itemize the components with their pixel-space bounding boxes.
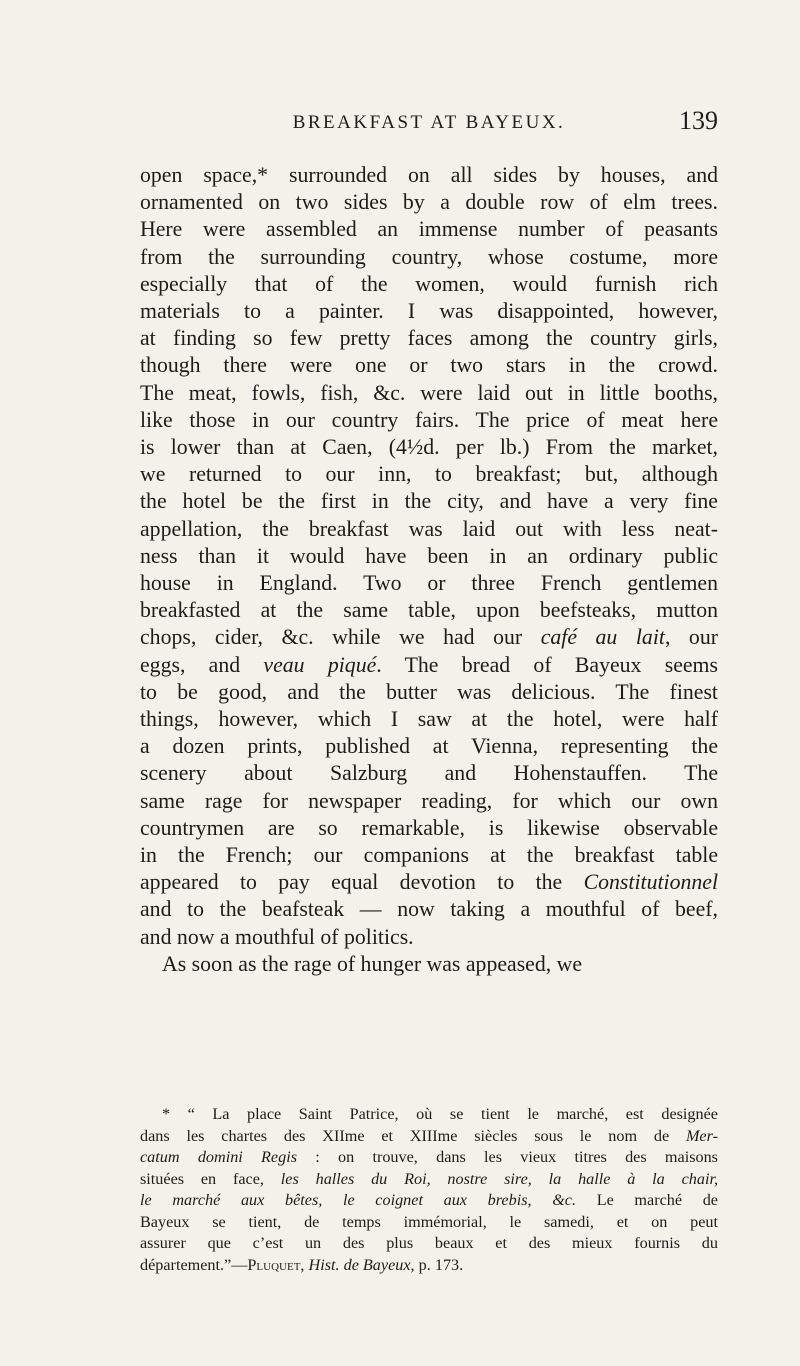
body-line: is lower than at Caen, (4½d. per lb.) From the market, (140, 435, 718, 460)
footnote-line: * “ La place Saint Patrice, où se tient le marché, est designée (162, 1105, 718, 1123)
body-line: in the French; our companions at the breakfast table (140, 843, 718, 868)
footnote-line: situées en face, les halles du Roi, nostre sire, la halle à la chair, (140, 1169, 719, 1188)
body-line: appeared to pay equal devotion to the Constitutionnel (140, 870, 718, 895)
body-line: ornamented on two sides by a double row of elm trees. (140, 190, 718, 215)
body-line: eggs, and veau piqué. The bread of Bayeux seems (140, 652, 718, 677)
body-line: countrymen are so remarkable, is likewise observable (140, 815, 718, 840)
body-line: breakfasted at the same table, upon beefsteaks, mutton (140, 598, 718, 623)
body-line: and to the beafsteak — now taking a mouthful of beef, (140, 897, 718, 922)
body-line: the hotel be the first in the city, and have a very fine (140, 489, 718, 514)
body-line: to be good, and the butter was delicious. The finest (140, 679, 718, 704)
body-line: materials to a painter. I was disappointed, however, (140, 299, 718, 324)
body-line: The meat, fowls, fish, &c. were laid out in little booths, (140, 380, 718, 405)
body-line: from the surrounding country, whose costume, more (140, 244, 718, 269)
body-line: same rage for newspaper reading, for which our own (140, 788, 718, 813)
body-line: things, however, which I saw at the hotel, were half (140, 707, 718, 732)
body-line: Here were assembled an immense number of peasants (140, 217, 718, 242)
body-line: appellation, the breakfast was laid out with less neat- (140, 516, 718, 541)
footnote-line: le marché aux bêtes, le coignet aux brebis, &c. Le marché de (140, 1191, 718, 1209)
body-line: like those in our country fairs. The price of meat here (140, 407, 718, 432)
footnote-line: assurer que c’est un des plus beaux et des mieux fournis du (140, 1234, 718, 1252)
body-line: at finding so few pretty faces among the country girls, (140, 326, 718, 351)
body-line: scenery about Salzburg and Hohenstauffen. The (140, 761, 718, 786)
body-text (140, 162, 718, 978)
body-line: we returned to our inn, to breakfast; but, although (140, 462, 718, 487)
running-title: BREAKFAST AT BAYEUX. (292, 112, 566, 133)
footnote-line: département.”—Pluquet, Hist. de Bayeux, p. 173. (140, 1255, 464, 1274)
body-line: As soon as the rage of hunger was appeased, we (162, 951, 583, 976)
body-line: open space,* surrounded on all sides by houses, and (140, 163, 718, 187)
body-line: and now a mouthful of politics. (140, 924, 414, 949)
body-line: ness than it would have been in an ordinary public (140, 543, 718, 568)
page-header (140, 104, 718, 144)
body-line: especially that of the women, would furnish rich (140, 271, 718, 296)
page-number: 139 (679, 106, 718, 135)
body-line: house in England. Two or three French gentlemen (140, 571, 718, 596)
footnote-line: dans les chartes des XIIme et XIIIme siècles sous le nom de Mer- (140, 1126, 718, 1145)
body-line: though there were one or two stars in the crowd. (140, 353, 718, 378)
footnote (140, 1104, 718, 1276)
body-line: a dozen prints, published at Vienna, representing the (140, 734, 718, 759)
footnote-line: catum domini Regis : on trouve, dans les vieux titres des maisons (140, 1148, 718, 1166)
footnote-line: Bayeux se tient, de temps immémorial, le samedi, et on peut (140, 1212, 718, 1231)
body-line: chops, cider, &c. while we had our café au lait, our (140, 625, 718, 650)
